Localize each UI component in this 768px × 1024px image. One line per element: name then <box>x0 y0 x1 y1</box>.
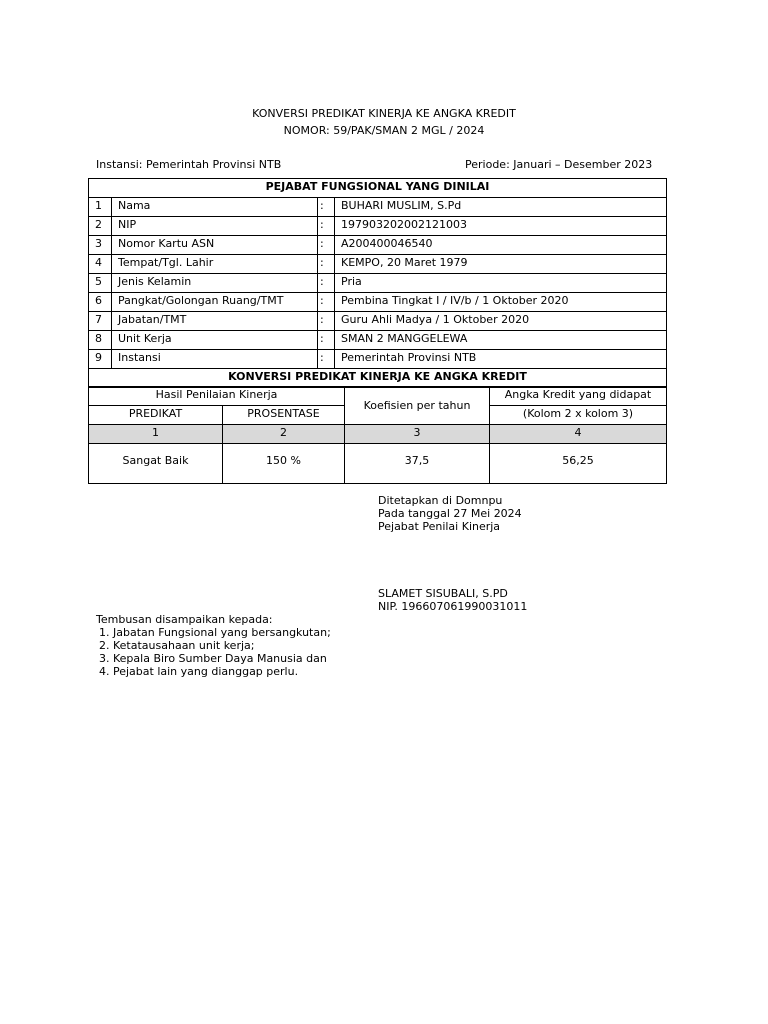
row-separator: : <box>318 331 335 350</box>
konversi-section-title: KONVERSI PREDIKAT KINERJA KE ANGKA KREDIT <box>89 369 667 388</box>
row-value: SMAN 2 MANGGELEWA <box>335 331 667 350</box>
table-row <box>89 331 667 350</box>
column-index: 4 <box>490 425 667 444</box>
row-value: Pembina Tingkat I / IV/b / 1 Oktober 2020 <box>335 293 667 312</box>
row-label: Tempat/Tgl. Lahir <box>112 255 318 274</box>
konversi-header-row <box>89 387 667 406</box>
signature-date: Pada tanggal 27 Mei 2024 <box>378 507 522 520</box>
angka-kredit-value: 56,25 <box>490 444 667 484</box>
row-label: Unit Kerja <box>112 331 318 350</box>
document-title: KONVERSI PREDIKAT KINERJA KE ANGKA KREDIT <box>252 107 516 120</box>
prosentase-value: 150 % <box>223 444 345 484</box>
row-separator: : <box>318 255 335 274</box>
signature-role: Pejabat Penilai Kinerja <box>378 520 501 533</box>
row-value: KEMPO, 20 Maret 1979 <box>335 255 667 274</box>
list-item: 4. Pejabat lain yang dianggap perlu. <box>99 665 299 678</box>
row-value: Guru Ahli Madya / 1 Oktober 2020 <box>335 312 667 331</box>
row-value: Pria <box>335 274 667 293</box>
row-separator: : <box>318 274 335 293</box>
column-index-row <box>89 425 667 444</box>
column-index: 2 <box>223 425 345 444</box>
row-separator: : <box>318 217 335 236</box>
pejabat-table <box>88 178 667 388</box>
table-row <box>89 198 667 217</box>
table-row <box>89 255 667 274</box>
row-separator: : <box>318 350 335 369</box>
konversi-values-row <box>89 444 667 484</box>
periode-label: Periode: Januari – Desember 2023 <box>465 158 653 171</box>
row-value: A200400046540 <box>335 236 667 255</box>
prosentase-header: PROSENTASE <box>223 406 345 425</box>
angka-kredit-header: Angka Kredit yang didapat <box>490 387 667 406</box>
predikat-header: PREDIKAT <box>89 406 223 425</box>
row-separator: : <box>318 236 335 255</box>
pejabat-section-header <box>89 179 667 198</box>
column-index: 3 <box>345 425 490 444</box>
row-separator: : <box>318 198 335 217</box>
table-row <box>89 236 667 255</box>
koefisien-value: 37,5 <box>345 444 490 484</box>
pejabat-section-title: PEJABAT FUNGSIONAL YANG DINILAI <box>89 179 667 198</box>
row-number: 9 <box>89 350 112 369</box>
table-row <box>89 217 667 236</box>
row-label: Pangkat/Golongan Ruang/TMT <box>112 293 318 312</box>
list-item: 1. Jabatan Fungsional yang bersangkutan; <box>99 626 331 639</box>
row-value: BUHARI MUSLIM, S.Pd <box>335 198 667 217</box>
row-number: 6 <box>89 293 112 312</box>
row-label: Jabatan/TMT <box>112 312 318 331</box>
row-value: 197903202002121003 <box>335 217 667 236</box>
koefisien-header: Koefisien per tahun <box>345 387 490 425</box>
konversi-table <box>88 386 667 484</box>
row-separator: : <box>318 312 335 331</box>
list-item: 2. Ketatausahaan unit kerja; <box>99 639 255 652</box>
row-number: 1 <box>89 198 112 217</box>
list-item: 3. Kepala Biro Sumber Daya Manusia dan <box>99 652 327 665</box>
table-row <box>89 312 667 331</box>
row-number: 4 <box>89 255 112 274</box>
hasil-penilaian-header: Hasil Penilaian Kinerja <box>89 387 345 406</box>
row-number: 5 <box>89 274 112 293</box>
predikat-value: Sangat Baik <box>89 444 223 484</box>
row-number: 3 <box>89 236 112 255</box>
row-label: Nama <box>112 198 318 217</box>
signer-name: SLAMET SISUBALI, S.PD <box>378 587 508 600</box>
rumus-header: (Kolom 2 x kolom 3) <box>490 406 667 425</box>
table-row <box>89 350 667 369</box>
table-row <box>89 274 667 293</box>
row-label: Instansi <box>112 350 318 369</box>
row-number: 8 <box>89 331 112 350</box>
row-number: 7 <box>89 312 112 331</box>
document-number: NOMOR: 59/PAK/SMAN 2 MGL / 2024 <box>283 124 485 137</box>
row-value: Pemerintah Provinsi NTB <box>335 350 667 369</box>
row-label: NIP <box>112 217 318 236</box>
row-number: 2 <box>89 217 112 236</box>
signature-place: Ditetapkan di Domnpu <box>378 494 503 507</box>
instansi-label: Instansi: Pemerintah Provinsi NTB <box>96 158 282 171</box>
konversi-section-header <box>89 369 667 388</box>
row-separator: : <box>318 293 335 312</box>
column-index: 1 <box>89 425 223 444</box>
row-label: Nomor Kartu ASN <box>112 236 318 255</box>
table-row <box>89 293 667 312</box>
tembusan-heading: Tembusan disampaikan kepada: <box>96 613 273 626</box>
signer-nip: NIP. 196607061990031011 <box>378 600 528 613</box>
row-label: Jenis Kelamin <box>112 274 318 293</box>
